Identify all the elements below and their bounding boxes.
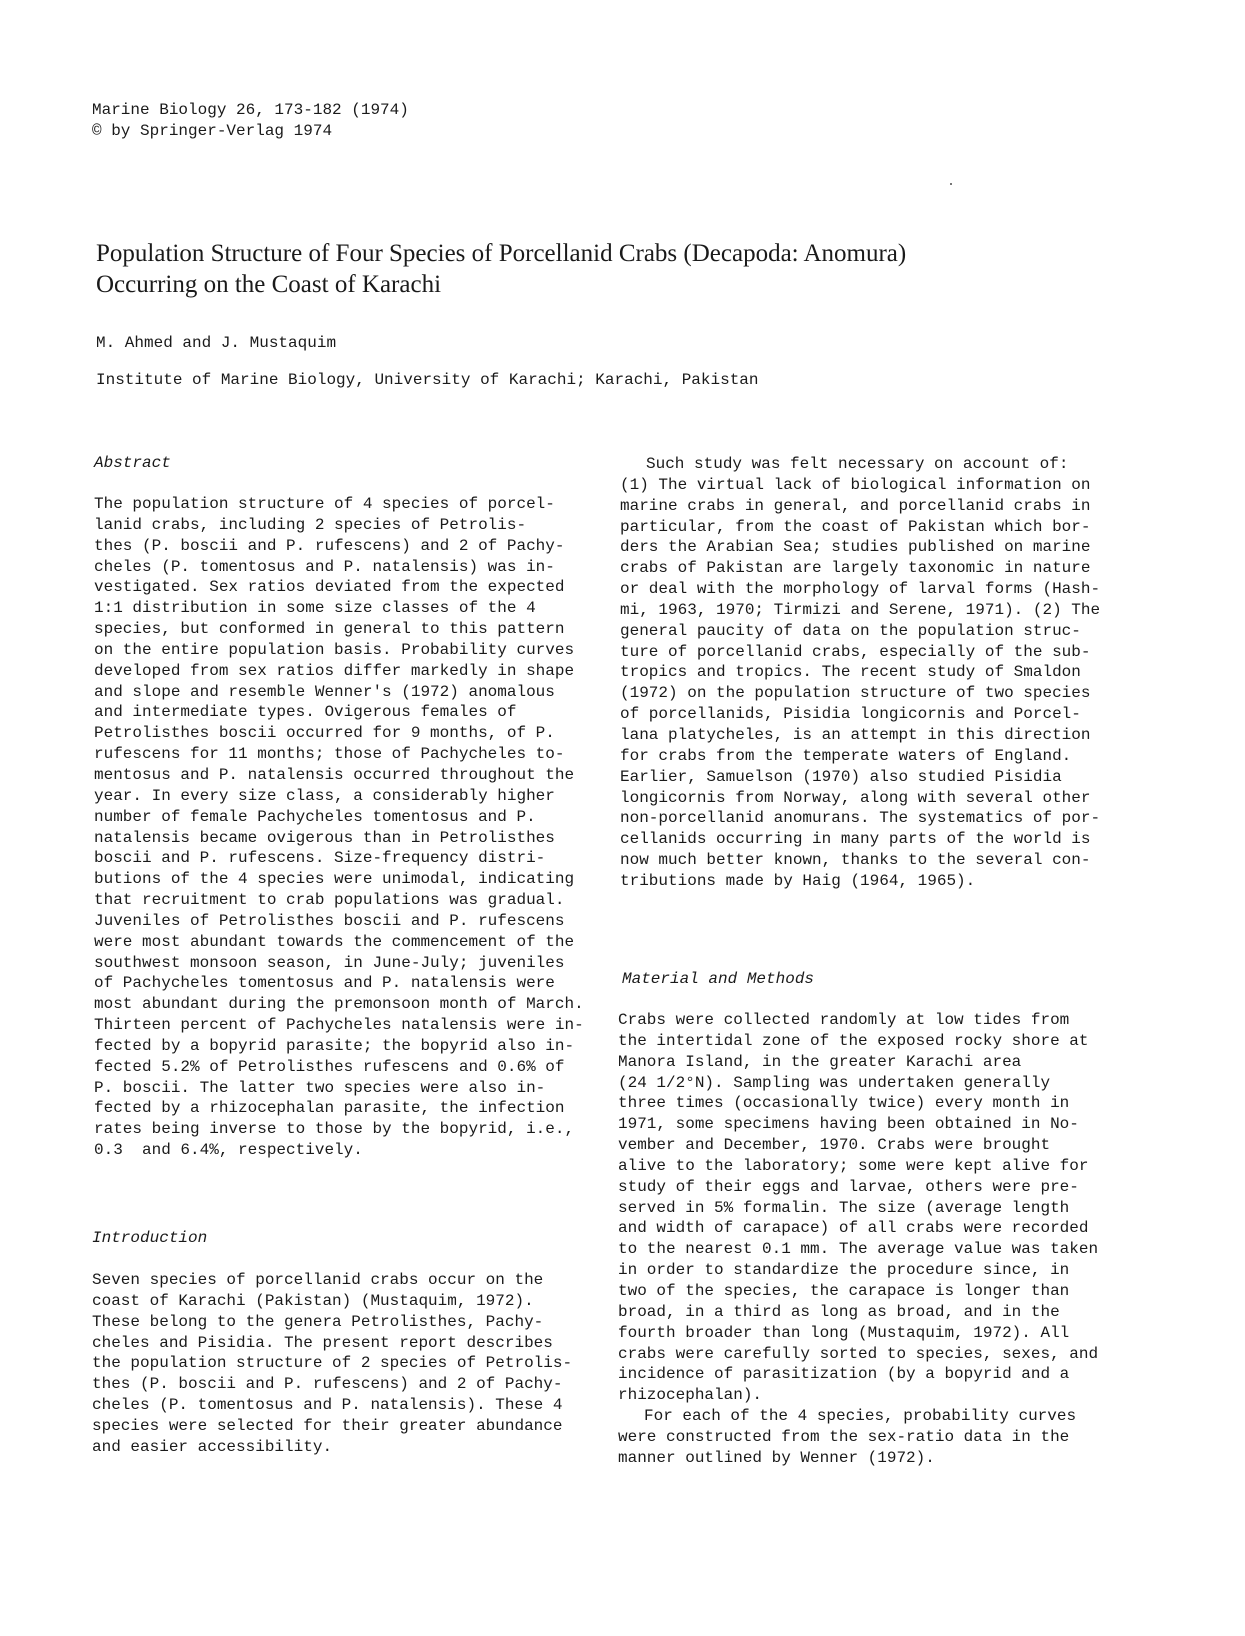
text-line: These belong to the genera Petrolisthes, Pachy- [92,1312,544,1331]
text-line: rates being inverse to those by the bopyrid, i.e., [94,1120,575,1139]
text-line: cellanids occurring in many parts of the world is [620,830,1091,849]
journal-citation: Marine Biology 26, 173-182 (1974) [92,101,409,119]
methods-body [618,1010,1128,1469]
methods-heading: Material and Methods [622,970,815,988]
text-line: species, but conformed in general to this pattern [94,620,565,639]
text-line: fourth broader than long (Mustaquim, 1972). All [618,1323,1070,1342]
intro-continued-body [620,454,1130,892]
text-line: Thirteen percent of Pachycheles natalensis were in- [94,1016,584,1035]
text-line: fected by a bopyrid parasite; the bopyrid also in- [94,1036,575,1055]
text-line: (1) The virtual lack of biological information on [620,475,1091,494]
text-line: and easier accessibility. [92,1437,333,1456]
text-line: (1972) on the population structure of two species [620,684,1091,703]
text-line: butions of the 4 species were unimodal, indicating [94,870,575,889]
text-line: ture of porcellanid crabs, especially of the sub- [620,642,1091,661]
text-line: Such study was felt necessary on account of: [646,455,1069,473]
text-line: lanid crabs, including 2 species of Petrolis- [94,515,527,534]
text-line: southwest monsoon season, in June-July; juveniles [94,953,565,972]
text-line: fected by a rhizocephalan parasite, the infection [94,1099,565,1118]
text-line: broad, in a third as long as broad, and in the [618,1302,1060,1321]
text-line: 0.3 and 6.4%, respectively. [94,1141,363,1160]
text-line: were constructed from the sex-ratio data in the [618,1427,1070,1446]
text-line: mentosus and P. natalensis occurred throughout the [94,765,575,784]
text-line: coast of Karachi (Pakistan) (Mustaquim, 1972). [92,1291,534,1310]
text-line: boscii and P. rufescens. Size-frequency distri- [94,849,546,868]
text-line: lana platycheles, is an attempt in this direction [620,725,1091,744]
text-line: developed from sex ratios differ markedly in shape [94,661,575,680]
paper-title [96,238,1156,300]
text-line: alive to the laboratory; some were kept alive for [618,1156,1089,1175]
text-line: were most abundant towards the commencement of the [94,932,575,951]
text-line: fected 5.2% of Petrolisthes rufescens and 0.6% of [94,1057,565,1076]
text-line: and width of carapace) of all crabs were recorded [618,1219,1089,1238]
text-line: number of female Pachycheles tomentosus and P. [94,807,536,826]
text-line: for crabs from the temperate waters of England. [620,746,1072,765]
text-line: study of their eggs and larvae, others were pre- [618,1177,1079,1196]
text-line: rhizocephalan). [618,1386,763,1405]
introduction-body [92,1270,602,1458]
text-line: to the nearest 0.1 mm. The average value was taken [618,1240,1099,1259]
text-line: particular, from the coast of Pakistan which bor- [620,517,1091,536]
text-line: Juveniles of Petrolisthes boscii and P. rufescens [94,911,565,930]
scan-speck [950,183,952,185]
text-line: rufescens for 11 months; those of Pachycheles to- [94,745,565,764]
text-line: cheles (P. tomentosus and P. natalensis). These 4 [92,1396,563,1415]
text-line: and slope and resemble Wenner's (1972) anomalous [94,682,555,701]
abstract-heading: Abstract [94,454,171,472]
text-line: year. In every size class, a considerably higher [94,786,555,805]
text-line: For each of the 4 species, probability curves [644,1407,1077,1426]
text-line: (24 1/2°N). Sampling was undertaken generally [618,1073,1051,1092]
affiliation: Institute of Marine Biology, University of Karachi; Karachi, Pakistan [96,371,759,389]
text-line: The population structure of 4 species of porcel- [94,495,555,513]
text-line: Manora Island, in the greater Karachi area [618,1052,1022,1071]
text-line: thes (P. boscii and P. rufescens) and 2 of Pachy- [92,1375,563,1394]
text-line: ders the Arabian Sea; studies published on marine [620,538,1091,557]
text-line: the intertidal zone of the exposed rocky shore at [618,1031,1089,1050]
text-line: served in 5% formalin. The size (average length [618,1198,1070,1217]
text-line: tributions made by Haig (1964, 1965). [620,871,976,890]
text-line: of Pachycheles tomentosus and P. natalensis were [94,974,555,993]
text-line: species were selected for their greater abundance [92,1416,563,1435]
text-line: manner outlined by Wenner (1972). [618,1448,935,1467]
text-line: three times (occasionally twice) every month in [618,1094,1070,1113]
abstract-body [94,494,604,1161]
text-line: natalensis became ovigerous than in Petrolisthes [94,828,555,847]
text-line: crabs of Pakistan are largely taxonomic in nature [620,559,1091,578]
title-line-1: Population Structure of Four Species of Porcellanid Crabs (Decapoda: Anomura) [96,240,907,267]
text-line: vestigated. Sex ratios deviated from the expected [94,578,565,597]
copyright-line: © by Springer-Verlag 1974 [92,122,333,140]
text-line: 1:1 distribution in some size classes of the 4 [94,599,536,618]
text-line: crabs were carefully sorted to species, sexes, and [618,1344,1099,1363]
text-line: Seven species of porcellanid crabs occur on the [92,1271,544,1289]
text-line: Petrolisthes boscii occurred for 9 months, of P. [94,724,555,743]
text-line: cheles and Pisidia. The present report describes [92,1333,553,1352]
authors: M. Ahmed and J. Mustaquim [96,334,337,352]
text-line: or deal with the morphology of larval forms (Hash- [620,580,1101,599]
text-line: incidence of parasitization (by a bopyrid and a [618,1365,1070,1384]
text-line: two of the species, the carapace is longer than [618,1281,1070,1300]
text-line: thes (P. boscii and P. rufescens) and 2 of Pachy- [94,536,565,555]
text-line: Earlier, Samuelson (1970) also studied Pisidia [620,767,1062,786]
text-line: now much better known, thanks to the several con- [620,851,1091,870]
text-line: that recruitment to crab populations was gradual. [94,891,565,910]
text-line: vember and December, 1970. Crabs were brought [618,1136,1051,1155]
text-line: cheles (P. tomentosus and P. natalensis) was in- [94,557,555,576]
text-line: the population structure of 2 species of Petrolis- [92,1354,573,1373]
text-line: in order to standardize the procedure since, in [618,1261,1070,1280]
text-line: longicornis from Norway, along with several other [620,788,1091,807]
text-line: general paucity of data on the population struc- [620,621,1081,640]
text-line: of porcellanids, Pisidia longicornis and Porcel- [620,705,1081,724]
text-line: tropics and tropics. The recent study of Smaldon [620,663,1081,682]
text-line: and intermediate types. Ovigerous females of [94,703,517,722]
introduction-heading: Introduction [92,1229,208,1247]
text-line: Crabs were collected randomly at low tides from [618,1011,1070,1029]
text-line: on the entire population basis. Probability curves [94,640,575,659]
text-line: non-porcellanid anomurans. The systematics of por- [620,809,1101,828]
text-line: P. boscii. The latter two species were also in- [94,1078,546,1097]
title-line-2: Occurring on the Coast of Karachi [96,271,442,298]
text-line: 1971, some specimens having been obtained in No- [618,1115,1079,1134]
text-line: most abundant during the premonsoon month of March. [94,995,584,1014]
text-line: marine crabs in general, and porcellanid crabs in [620,496,1091,515]
text-line: mi, 1963, 1970; Tirmizi and Serene, 1971). (2) The [620,600,1101,619]
journal-header [92,100,409,142]
